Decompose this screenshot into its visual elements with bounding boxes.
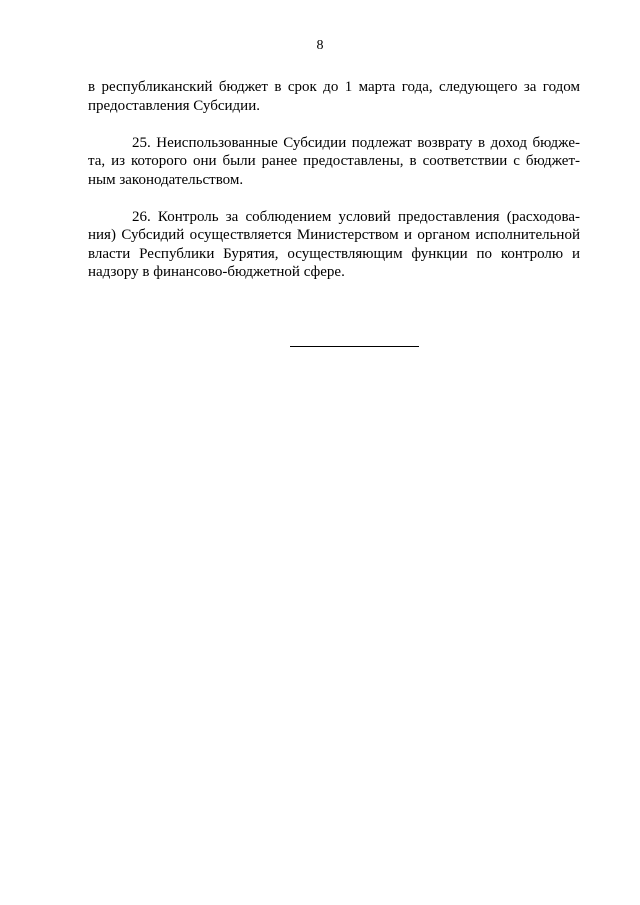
text-line: та, из которого они были ранее предоставлены, в соответствии с бюджет- [88,153,580,169]
text-line: власти Республики Бурятия, осуществляющим функции по контролю и [88,245,580,262]
text-line: ния) Субсидий осуществляется Министерством и органом исполнительной [88,227,580,243]
text-line: ным законодательством. [88,171,244,188]
paragraph-continuation [88,78,580,115]
page-number: 8 [316,38,324,53]
text-line: 25. Неиспользованные Субсидии подлежат возврату в доход бюдже- [132,134,580,151]
text-line: 26. Контроль за соблюдением условий предоставления (расходова- [132,208,580,225]
text-line: надзору в финансово-бюджетной сфере. [88,264,345,280]
text-line: предоставления Субсидии. [88,97,260,114]
text-line: в республиканский бюджет в срок до 1 марта года, следующего за годом [88,79,580,95]
document-body [88,78,580,300]
paragraph-26 [88,208,580,282]
paragraph-25 [88,134,580,190]
end-of-document-rule [290,346,419,347]
